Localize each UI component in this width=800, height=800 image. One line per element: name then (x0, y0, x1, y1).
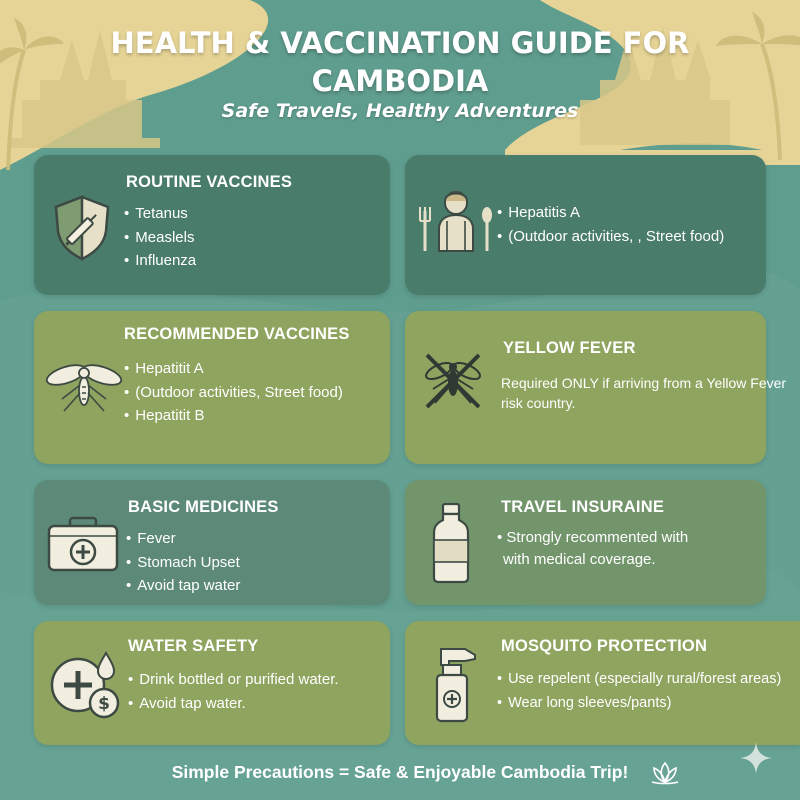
list-item: • Stomach Upset (126, 551, 240, 575)
list-item: • (Outdoor activities, , Street food) (497, 225, 724, 249)
lotus-icon (648, 760, 682, 786)
person-fork-spoon-icon (415, 185, 497, 255)
routine-vaccines-list (124, 202, 196, 273)
list-item: • Fever (126, 527, 240, 551)
shield-syringe-icon (50, 193, 114, 261)
list-item: • Hepatitit A (124, 357, 343, 381)
list-item: • Hepatitit B (124, 404, 343, 428)
yellow-fever-card (405, 311, 787, 464)
svg-text:$: $ (98, 694, 110, 714)
yellow-fever-title: YELLOW FEVER (503, 339, 636, 357)
list-item: • Use repelent (especially rural/forest areas) (497, 668, 781, 692)
basic-medicines-list (126, 527, 240, 598)
first-aid-kit-icon (46, 514, 120, 574)
list-item: • Hepatitis A (497, 201, 724, 225)
page-title (60, 24, 740, 100)
travel-insurance-text-line-1: • Strongly recommented with (497, 529, 689, 546)
list-item: • (Outdoor activities, Street food) (124, 381, 343, 405)
list-item: • Measlels (124, 226, 196, 250)
sparkle-icon (738, 740, 774, 776)
recommended-vaccines-list (124, 357, 343, 428)
medical-coin-icon (48, 651, 124, 721)
list-item: • Tetanus (124, 202, 196, 226)
hepatitis-card (405, 155, 766, 295)
mosquito-protection-card (405, 621, 800, 745)
title-line-2: CAMBODIA (311, 64, 489, 98)
crossed-mosquito-icon (421, 349, 485, 413)
yellow-fever-text-line-2: risk country. (501, 395, 576, 411)
routine-vaccines-card (34, 155, 390, 295)
yellow-fever-text (501, 373, 787, 413)
water-safety-title: WATER SAFETY (128, 637, 259, 655)
page-subtitle: Safe Travels, Healthy Adventures (221, 100, 579, 122)
list-item: • Wear long sleeves/pants) (497, 692, 781, 716)
basic-medicines-title: BASIC MEDICINES (128, 498, 279, 516)
travel-insurance-text-line-2: with medical coverage. (503, 551, 656, 568)
water-safety-card (34, 621, 390, 745)
footer-tagline: Simple Precautions = Safe & Enjoyable Cambodia Trip! (171, 762, 629, 782)
water-safety-list (128, 668, 339, 715)
mosquito-icon (44, 355, 124, 415)
list-item: • Avoid tap water (126, 574, 240, 598)
travel-insurance-text (497, 527, 759, 571)
list-item: • Influenza (124, 249, 196, 273)
mosquito-protection-title: MOSQUITO PROTECTION (501, 637, 708, 655)
list-item: • Avoid tap water. (128, 692, 339, 716)
mosquito-protection-list (497, 668, 781, 715)
title-line-1: HEALTH & VACCINATION GUIDE FOR (110, 26, 690, 60)
travel-insurance-item: Strongly recommented with (506, 529, 689, 546)
basic-medicines-card (34, 480, 390, 605)
routine-vaccines-title: ROUTINE VACCINES (126, 173, 293, 191)
travel-insurance-title: TRAVEL INSURAINE (501, 498, 665, 516)
hepatitis-list (497, 201, 724, 248)
yellow-fever-text-line-1: Required ONLY if arriving from a Yellow Fever (501, 375, 787, 391)
travel-insurance-card (405, 480, 766, 605)
recommended-vaccines-card (34, 311, 390, 464)
spray-bottle-icon (431, 643, 483, 725)
water-bottle-icon (431, 502, 471, 584)
recommended-vaccines-title: RECOMMENDED VACCINES (124, 325, 350, 343)
list-item: • Drink bottled or purified water. (128, 668, 339, 692)
